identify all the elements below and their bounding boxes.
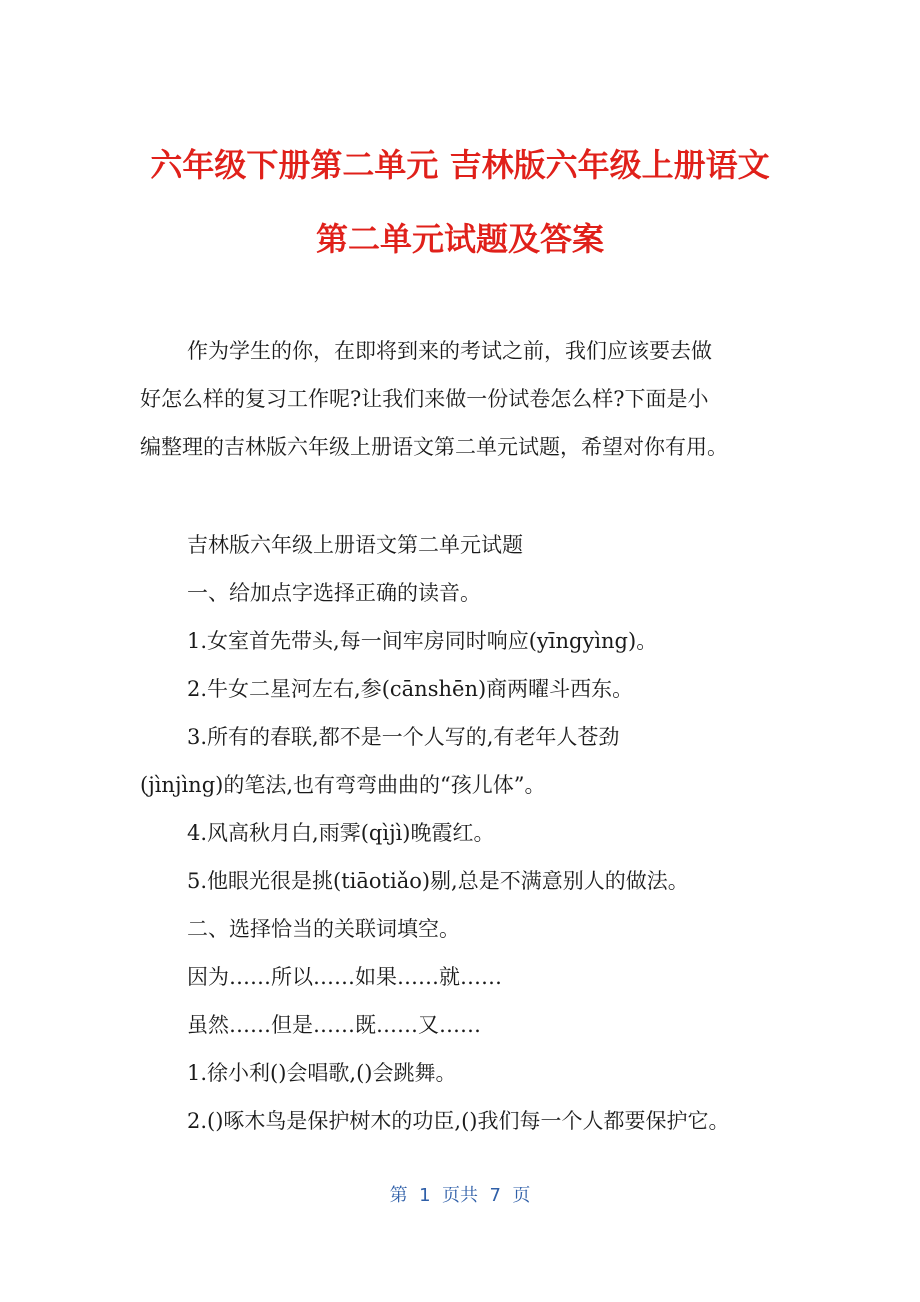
document-title-line-1: 六年级下册第二单元 吉林版六年级上册语文: [150, 146, 770, 184]
question-item: 4.风高秋月白,雨霁(qìjì)晚霞红。: [187, 821, 495, 845]
question-heading: 二、选择恰当的关联词填空。: [187, 917, 460, 941]
question-item: 1.徐小利()会唱歌,()会跳舞。: [187, 1061, 457, 1085]
question-item: 2.()啄木鸟是保护树木的功臣,()我们每一个人都要保护它。: [187, 1109, 730, 1133]
intro-line: 作为学生的你，在即将到来的考试之前，我们应该要去做: [187, 339, 712, 363]
question-heading: 一、给加点字选择正确的读音。: [187, 581, 481, 605]
intro-line: 好怎么样的复习工作呢?让我们来做一份试卷怎么样?下面是小: [140, 387, 709, 411]
intro-line: 编整理的吉林版六年级上册语文第二单元试题，希望对你有用。: [140, 435, 728, 459]
question-item: 5.他眼光很是挑(tiāotiǎo)剔,总是不满意别人的做法。: [187, 869, 689, 893]
question-item: 2.牛女二星河左右,参(cānshēn)商两曜斗西东。: [187, 677, 634, 701]
word-options: 虽然……但是……既……又……: [187, 1013, 481, 1037]
page-footer: 第 1 页共 7 页: [389, 1185, 531, 1206]
word-options: 因为……所以……如果……就……: [187, 965, 502, 989]
question-item: 3.所有的春联,都不是一个人写的,有老年人苍劲: [187, 725, 620, 749]
document-title-line-2: 第二单元试题及答案: [315, 220, 604, 258]
section-heading: 吉林版六年级上册语文第二单元试题: [187, 533, 523, 557]
question-item: 1.女室首先带头,每一间牢房同时响应(yīngyìng)。: [187, 629, 658, 653]
question-item-continued: (jìnjìng)的笔法,也有弯弯曲曲的“孩儿体”。: [140, 773, 546, 797]
